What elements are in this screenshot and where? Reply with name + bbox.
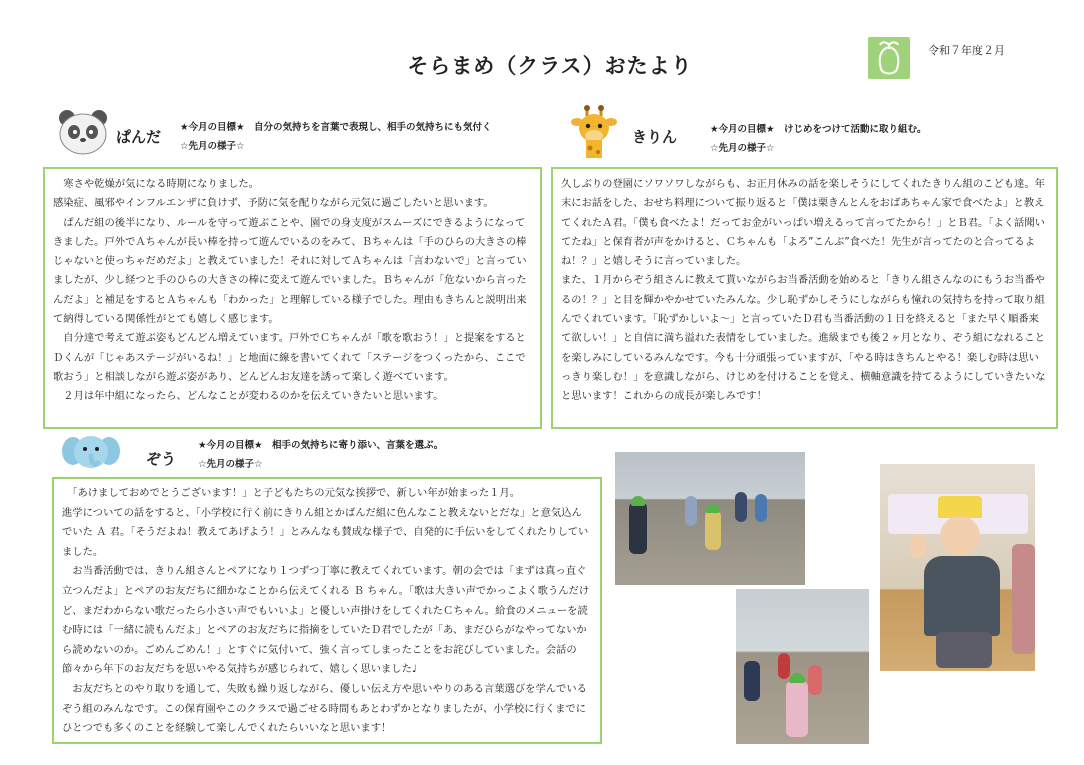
zou-report-box: [52, 477, 602, 744]
kirin-prev-heading: ☆先月の様子☆: [710, 143, 775, 154]
panda-goal: ★今月の目標★ 自分の気持ちを言葉で表現し、相手の気持ちにも気付く: [180, 122, 492, 133]
panda-report-text: 寒さや乾燥が気になる時期になりました。 感染症、風邪やインフルエンザに負けず、予防に気を配りながら元気に過ごしたいと思います。 ぱんだ組の後半になり、ルールを守って遊ぶことや、園での身支度がスムーズにできるようになってきました。戸外でＡちゃんが長い棒を持って遊んでいるのをみて、Ｂちゃんは「手のひらの大きさの棒じゃないと使っちゃだめだよ」と教えていました！それに対してＡちゃんは「言わないで」と言っていましたが、少し経つと手のひらの大きさの棒に変えて遊んでいました。Ｂちゃんが「危ないから言ったんだよ」と補足をするとＡちゃんも「わかった」と理解している様子でした。理由もきちんと説明出来て納得している関係性がとても嬉しく感じます。 自分達で考えて遊ぶ姿もどんどん増えています。戸外でＣちゃんが「歌を歌おう！」と提案をするとＤくんが「じゃあステージがいるね！」と地面に線を書いてくれて「ステージをつくったから、ここで歌おう」と相談しながら遊ぶ姿があり、どんどんお友達を誘って楽しく遊べています。 ２月は年中組になったら、どんなことが変わるのかを伝えていきたいと思います。: [53, 178, 527, 403]
kirin-report-box: [551, 167, 1058, 429]
elephant-icon: [62, 432, 120, 474]
kirin-class-label: きりん: [632, 128, 678, 146]
panda-report-box: [43, 167, 542, 429]
zou-prev-heading: ☆先月の様子☆: [198, 459, 263, 470]
photo-children-running-playground: [615, 452, 805, 585]
giraffe-icon: [571, 104, 617, 158]
kirin-report-text: 久しぶりの登園にソワソワしながらも、お正月休みの話を楽しそうにしてくれたきりん組のこども達。年末にお話をした、おせち料理について振り返ると「僕は栗きんとんをおばあちゃん家で食べたよ」と教えてくれたＡ君。「僕も食べたよ！だってお金がいっぱい増えるって言ってたから！」とＢ君。「よく話聞いてたね」と保育者が声をかけると、Ｃちゃんも「よろ”こんぶ”食べた！先生が言ってたのと合ってるよね！？」と嬉しそうに言っていました。 また、１月からぞう組さんに教えて貰いながらお当番活動を始めると「きりん組さんなのにもうお当番やるの！？」と目を輝かやかせていたみんな。少し恥ずかしそうにしながらも憧れの気持ちを持って取り組んでくれています。「恥ずかしいよ～」と言っていたＤ君も当番活動の１日を終えると「また早く順番来て欲しい！」と自信に満ち溢れた表情をしていました。進級までも後２ヶ月となり、ぞう組になれることを楽しみにしているみんなです。今も十分頑張っていますが、「やる時はきちんとやる！楽しむ時は思いっきり楽しむ！」を意識しながら、けじめを付けることを覚え、横軸意識を持てるようにしていきたいなと思います！これからの成長が楽しみです！: [561, 178, 1046, 403]
page-title: そらまめ（クラス）おたより: [407, 54, 693, 78]
photo-children-walking-playground: [736, 589, 869, 744]
pea-pod-icon: [868, 37, 910, 79]
kirin-goal: ★今月の目標★ けじめをつけて活動に取り組む。: [710, 124, 927, 135]
zou-goal: ★今月の目標★ 相手の気持ちに寄り添い、言葉を選ぶ。: [198, 440, 444, 451]
zou-report-text: 「あけましておめでとうございます！」と子どもたちの元気な挨拶で、新しい年が始まった１月。 進学についての話をすると、「小学校に行く前にきりん組とかばんだ組に色んなこと教えないとだな」と意気込んでいた Ａ 君。「そうだよね！教えてあげよう！」とみんなも賛成な様子で、自発的に手伝いをしてくれたりしていました。 お当番活動では、きりん組さんとペアになり１つずつ丁寧に教えてくれています。朝の会では「まずは真っ直ぐ立つんだよ」とペアのお友だちに細かなことから伝えてくれる Ｂ ちゃん。「歌は大きい声でかっこよく歌うんだけど、まだわからない歌だったら小さい声でもいいよ」と優しい声掛けをしてくれたＣちゃん。給食のメニューを読む時には「一緒に読もんだよ」とペアのお友だちに指摘をしていたＤ君でしたが「あ、まだひらがなやってないから読めないのか。ごめんごめん！」とすぐに気付いて、強く言ってしまったことをお詫びしていました。会話の節々から年下のお友だちを思いやる気持ちが感じられて、嬉しく思いました♩ お友だちとのやり取りを通して、失敗も繰り返しながら、優しい伝え方や思いやりのある言葉選びを学んでいるぞう組のみんなです。この保育園やこのクラスで過ごせる時間もあとわずかとなりましたが、小学校に行くまでにひとつでも多くのことを経験して楽しんでくれたらいいなと思います！: [62, 487, 590, 735]
panda-class-label: ぱんだ: [116, 128, 162, 146]
zou-goal-block: [198, 436, 598, 474]
issue-date: 令和７年度２月: [928, 44, 1005, 57]
kirin-goal-block: [710, 120, 1050, 158]
panda-goal-block: [180, 118, 540, 156]
photo-child-waving-crown: [880, 464, 1035, 671]
panda-prev-heading: ☆先月の様子☆: [180, 141, 245, 152]
zou-class-label: ぞう: [146, 450, 177, 468]
panda-icon: [56, 108, 110, 156]
